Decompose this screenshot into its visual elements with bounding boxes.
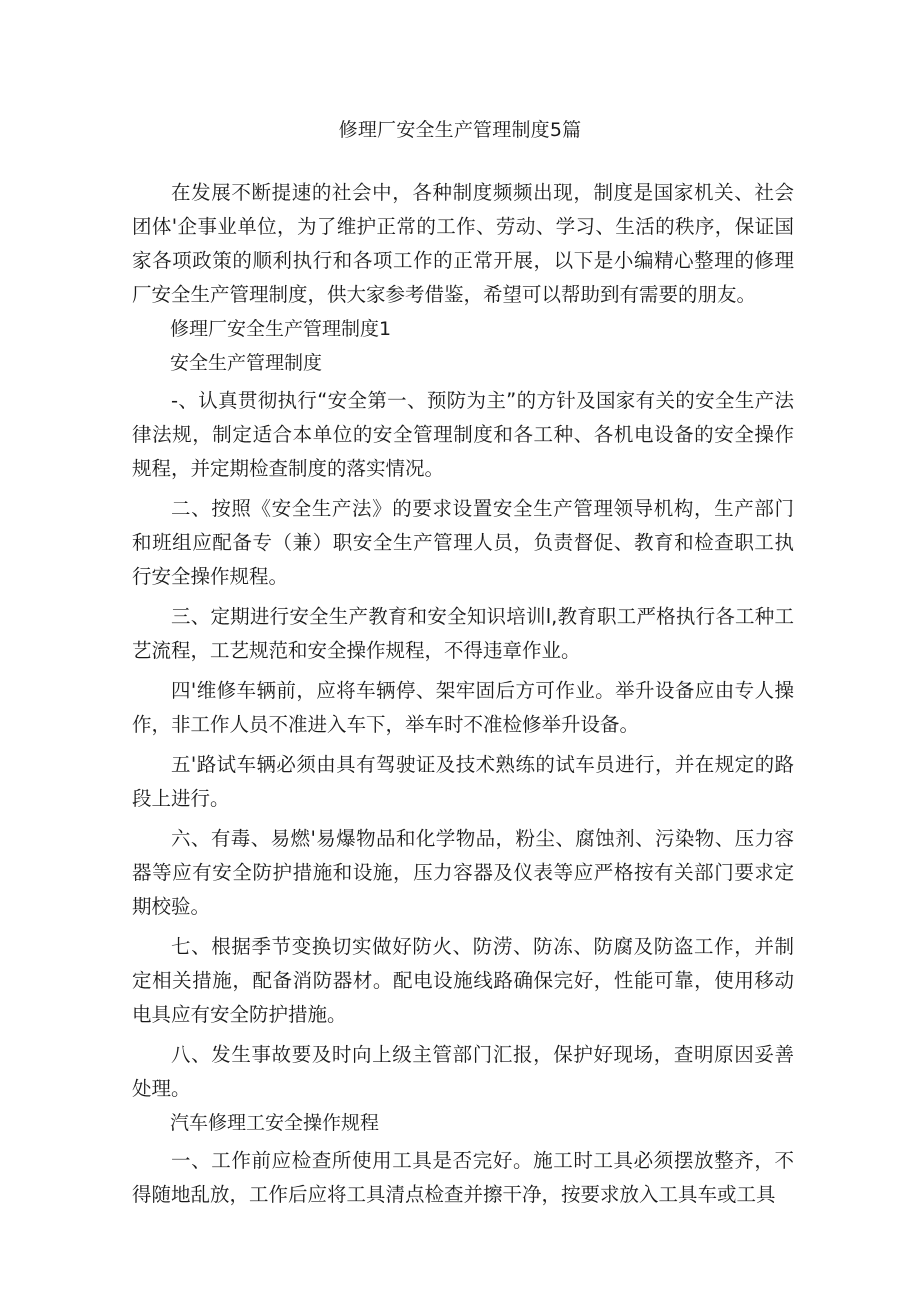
- document-body: [132, 176, 794, 1212]
- rule-paragraph-4: 四'维修车辆前，应将车辆停、架牢固后方可作业。举升设备应由专人操作，非工作人员不准进入车下，举车时不准检修举升设备。: [132, 679, 794, 736]
- rule-paragraph-5: 五'路试车辆必须由具有驾驶证及技术熟练的试车员进行，并在规定的路段上进行。: [132, 753, 794, 810]
- intro-paragraph: 在发展不断提速的社会中，各种制度频频出现，制度是国家机关、社会团体'企事业单位，为了维护正常的工作、劳动、学习、生活的秩序，保证国家各项政策的顺利执行和各项工作的正常开展，以下是小编精心整理的修理厂安全生产管理制度，供大家参考借鉴，希望可以帮助到有需要的朋友。: [132, 181, 794, 306]
- document-title: 修理厂安全生产管理制度5篇: [338, 119, 582, 141]
- rule-paragraph-3: 三、定期进行安全生产教育和安全知识培训l,教育职工严格执行各工种工艺流程，工艺规范和安全操作规程，不得违章作业。: [132, 605, 794, 662]
- rule-paragraph-8: 八、发生事故要及时向上级主管部门汇报，保护好现场，查明原因妥善处理。: [132, 1043, 794, 1100]
- section-heading: 修理厂安全生产管理制度1: [170, 318, 392, 340]
- rule-paragraph-6: 六、有毒、易燃'易爆物品和化学物品，粉尘、腐蚀剂、污染物、压力容器等应有安全防护措施和设施，压力容器及仪表等应严格按有关部门要求定期校验。: [132, 827, 794, 918]
- section-subheading: 安全生产管理制度: [170, 352, 323, 374]
- section-heading-2: 汽车修理工安全操作规程: [170, 1112, 380, 1134]
- rule-paragraph-1: -、认真贯彻执行“安全第一、预防为主”的方针及国家有关的安全生产法律法规，制定适合本单位的安全管理制度和各工种、各机电设备的安全操作规程，并定期检查制度的落实情况。: [132, 389, 794, 480]
- rule-paragraph-7: 七、根据季节变换切实做好防火、防涝、防冻、防腐及防盗工作，并制定相关措施，配备消防器材。配电设施线路确保完好，性能可靠，使用移动电具应有安全防护措施。: [132, 935, 794, 1026]
- rule-paragraph-2: 二、按照《安全生产法》的要求设置安全生产管理领导机构，生产部门和班组应配备专（兼）职安全生产管理人员，负责督促、教育和检查职工执行安全操作规程。: [132, 497, 794, 588]
- operation-rule-paragraph-1: 一、工作前应检查所使用工具是否完好。施工时工具必须摆放整齐，不得随地乱放，工作后应将工具清点检查并擦干净，按要求放入工具车或工具: [132, 1149, 794, 1206]
